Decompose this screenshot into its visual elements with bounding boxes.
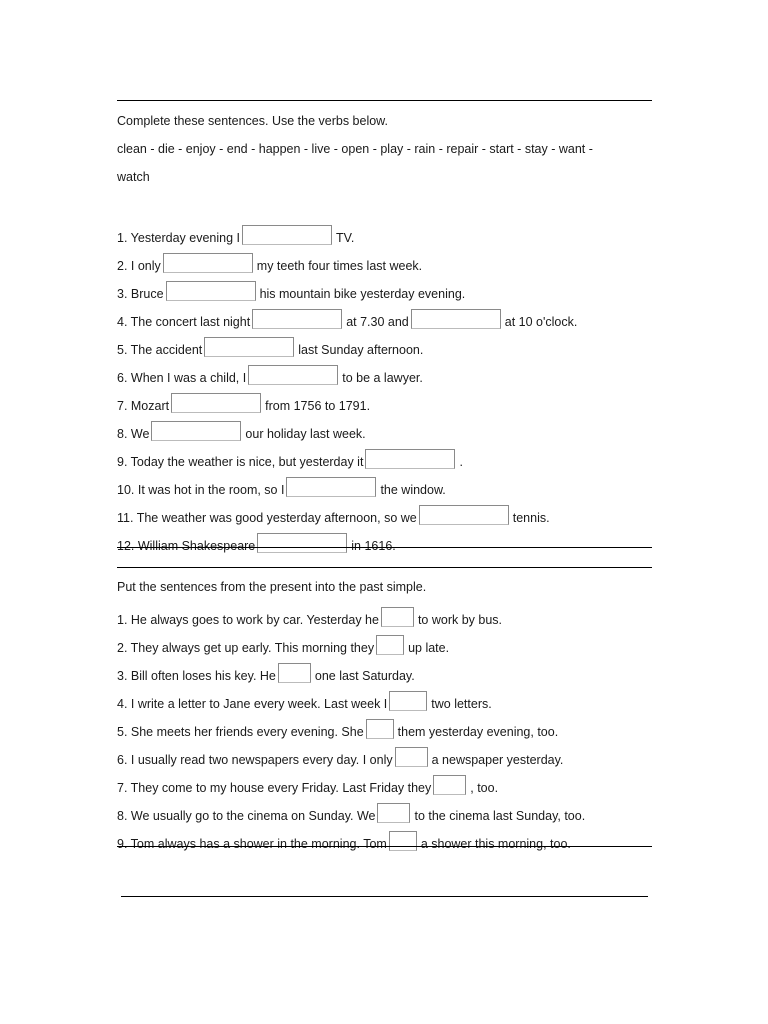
- sentence-text: 1. Yesterday evening I: [117, 231, 241, 245]
- exercise2-sentence-3: [117, 663, 415, 683]
- answer-field[interactable]: [411, 309, 501, 329]
- sentence-text: 11. The weather was good yesterday afternoon, so we: [117, 511, 417, 525]
- exercise2-instruction: Put the sentences from the present into the past simple.: [117, 580, 427, 594]
- exercise1-sentence-10: [117, 477, 446, 497]
- sentence-text: 8. We usually go to the cinema on Sunday. We: [117, 809, 376, 823]
- sentence-text: from 1756 to 1791.: [265, 399, 371, 413]
- exercise1-sentence-8: [117, 421, 366, 441]
- sentence-text: to be a lawyer.: [342, 371, 423, 385]
- sentence-text: at 7.30 and: [346, 315, 409, 329]
- sentence-text: 5. She meets her friends every evening. She: [117, 725, 364, 739]
- sentence-text: 1. He always goes to work by car. Yesterday he: [117, 613, 379, 627]
- exercise2-sentence-9: [117, 831, 571, 851]
- exercise2-sentence-4: [117, 691, 492, 711]
- sentence-text: our holiday last week.: [245, 427, 366, 441]
- sentence-text: 6. I usually read two newspapers every day. I only: [117, 753, 393, 767]
- sentence-text: 5. The accident: [117, 343, 203, 357]
- answer-field[interactable]: [278, 663, 311, 683]
- answer-field[interactable]: [419, 505, 509, 525]
- answer-field[interactable]: [151, 421, 241, 441]
- sentence-text: my teeth four times last week.: [256, 259, 423, 273]
- sentence-text: 4. The concert last night: [117, 315, 251, 329]
- sentence-text: in 1616.: [351, 539, 396, 553]
- bottom-divider: [121, 896, 648, 897]
- answer-field[interactable]: [204, 337, 294, 357]
- sentence-text: his mountain bike yesterday evening.: [259, 287, 466, 301]
- sentence-text: 9. Tom always has a shower in the morning. Tom: [117, 837, 387, 851]
- exercise2-sentence-2: [117, 635, 450, 655]
- sentence-text: two letters.: [431, 697, 492, 711]
- answer-field[interactable]: [376, 635, 404, 655]
- exercise1-sentence-2: [117, 253, 423, 273]
- sentence-text: one last Saturday.: [314, 669, 415, 683]
- answer-field[interactable]: [171, 393, 261, 413]
- answer-field[interactable]: [286, 477, 376, 497]
- answer-field[interactable]: [248, 365, 338, 385]
- exercise2-sentence-1: [117, 607, 503, 627]
- exercise1-sentence-1: [117, 225, 355, 245]
- sentence-text: a shower this morning, too.: [420, 837, 571, 851]
- sentence-text: to work by bus.: [417, 613, 503, 627]
- exercise1-sentence-7: [117, 393, 371, 413]
- exercise1-sentence-5: [117, 337, 424, 357]
- sentence-text: .: [459, 455, 463, 469]
- exercise2-sentence-6: [117, 747, 564, 767]
- sentence-text: a newspaper yesterday.: [431, 753, 564, 767]
- exercise2-sentence-7: [117, 775, 499, 795]
- sentence-text: 3. Bruce: [117, 287, 164, 301]
- section-divider: [117, 846, 652, 847]
- answer-field[interactable]: [389, 831, 417, 851]
- sentence-text: the window.: [380, 483, 446, 497]
- exercise1-sentence-4: [117, 309, 578, 329]
- sentence-text: 4. I write a letter to Jane every week. Last week I: [117, 697, 388, 711]
- answer-field[interactable]: [366, 719, 394, 739]
- exercise1-sentence-11: [117, 505, 550, 525]
- sentence-text: tennis.: [512, 511, 550, 525]
- answer-field[interactable]: [377, 803, 410, 823]
- exercise1-sentence-9: [117, 449, 463, 469]
- sentence-text: to the cinema last Sunday, too.: [414, 809, 586, 823]
- sentence-text: 10. It was hot in the room, so I: [117, 483, 285, 497]
- exercise1-sentence-3: [117, 281, 466, 301]
- sentence-text: 8. We: [117, 427, 150, 441]
- answer-field[interactable]: [365, 449, 455, 469]
- sentence-text: 3. Bill often loses his key. He: [117, 669, 276, 683]
- answer-field[interactable]: [395, 747, 428, 767]
- sentence-text: last Sunday afternoon.: [298, 343, 424, 357]
- answer-field[interactable]: [389, 691, 427, 711]
- answer-field[interactable]: [381, 607, 414, 627]
- answer-field[interactable]: [163, 253, 253, 273]
- sentence-text: 2. I only: [117, 259, 161, 273]
- sentence-text: TV.: [336, 231, 355, 245]
- exercise2-sentence-8: [117, 803, 586, 823]
- answer-field[interactable]: [166, 281, 256, 301]
- exercise2-sentence-5: [117, 719, 559, 739]
- sentence-text: , too.: [470, 781, 499, 795]
- sentence-text: 7. They come to my house every Friday. Last Friday they: [117, 781, 432, 795]
- sentence-text: 2. They always get up early. This morning they: [117, 641, 375, 655]
- sentence-text: up late.: [408, 641, 450, 655]
- answer-field[interactable]: [433, 775, 466, 795]
- sentence-text: 12. William Shakespeare: [117, 539, 256, 553]
- sentence-text: 9. Today the weather is nice, but yesterday it: [117, 455, 364, 469]
- top-divider: [117, 100, 652, 101]
- verb-list-line-2: watch: [117, 170, 150, 184]
- exercise1-instruction: Complete these sentences. Use the verbs below.: [117, 114, 388, 128]
- sentence-text: them yesterday evening, too.: [397, 725, 559, 739]
- answer-field[interactable]: [242, 225, 332, 245]
- answer-field[interactable]: [252, 309, 342, 329]
- section-divider: [117, 567, 652, 568]
- sentence-text: 6. When I was a child, I: [117, 371, 247, 385]
- verb-list-line-1: clean - die - enjoy - end - happen - live - open - play - rain - repair - start - stay - want -: [117, 142, 593, 156]
- exercise1-sentence-6: [117, 365, 423, 385]
- sentence-text: at 10 o'clock.: [504, 315, 578, 329]
- answer-field[interactable]: [257, 533, 347, 553]
- sentence-text: 7. Mozart: [117, 399, 170, 413]
- section-divider: [117, 547, 652, 548]
